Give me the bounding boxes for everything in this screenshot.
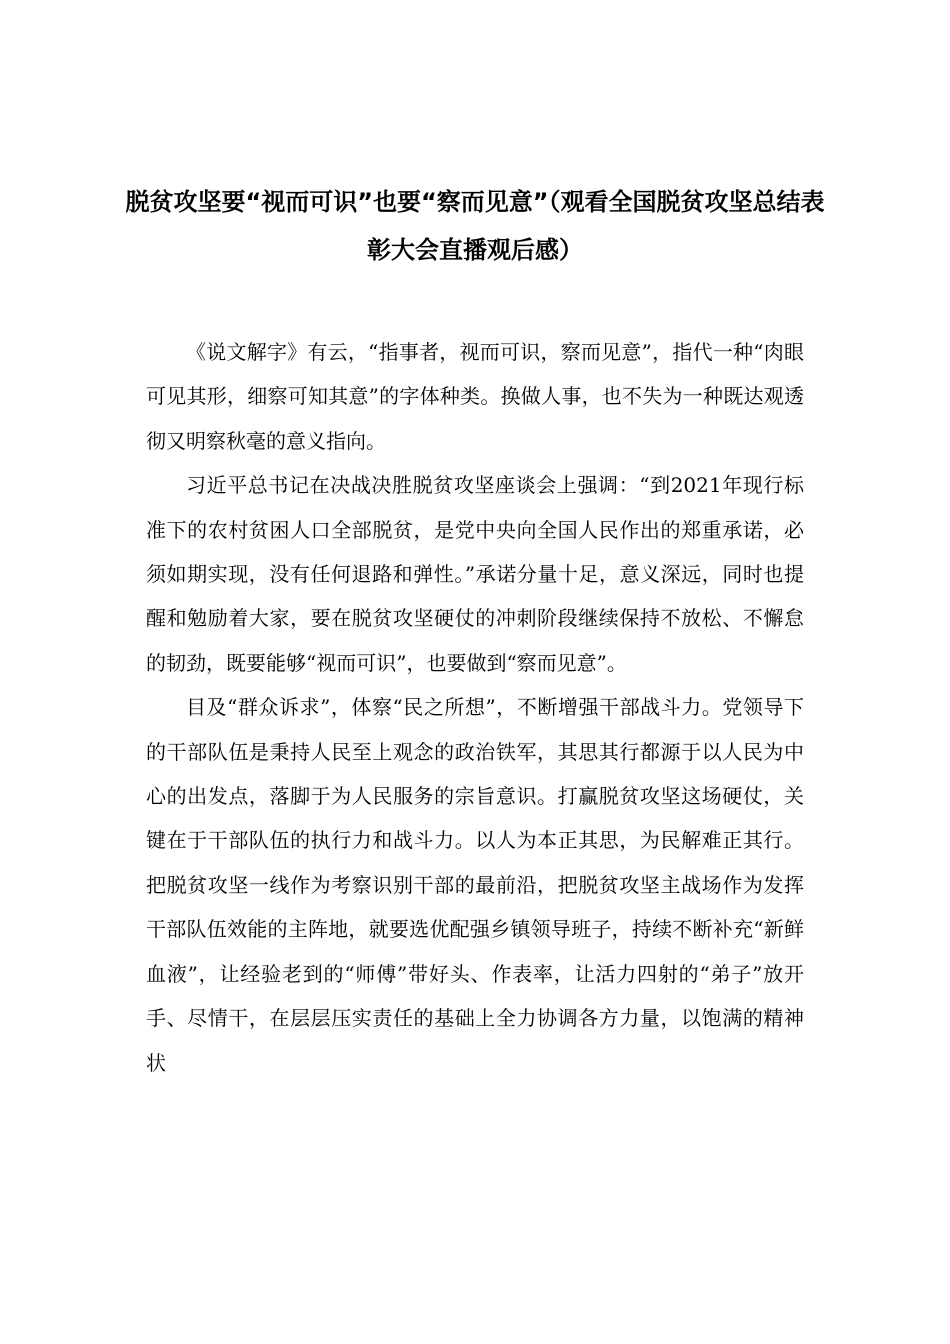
paragraph-1: 《说文解字》有云，“指事者，视而可识，察而见意”，指代一种“肉眼可见其形，细察可知其意”的字体种类。换做人事，也不失为一种既达观透彻又明察秋毫的意义指向。 [146, 340, 804, 453]
paragraph-3: 目及“群众诉求”，体察“民之所想”，不断增强干部战斗力。党领导下的干部队伍是秉持人民至上观念的政治铁军，其思其行都源于以人民为中心的出发点，落脚于为人民服务的宗旨意识。打赢脱贫攻坚这场硬仗，关键在于干部队伍的执行力和战斗力。以人为本正其思，为民解难正其行。把脱贫攻坚一线作为考察识别干部的最前沿，把脱贫攻坚主战场作为发挥干部队伍效能的主阵地，就要选优配强乡镇领导班子，持续不断补充“新鲜血液”，让经验老到的“师傅”带好头、作表率，让活力四射的“弟子”放开手、尽情干，在层层压实责任的基础上全力协调各方力量，以饱满的精神状 [146, 695, 804, 1075]
document-title: 脱贫攻坚要“视而可识”也要“察而见意”（观看全国脱贫攻坚总结表彰大会直播观后感） [125, 188, 825, 264]
document-body [146, 330, 804, 1085]
paragraph-2: 习近平总书记在决战决胜脱贫攻坚座谈会上强调：“到2021年现行标准下的农村贫困人口全部脱贫，是党中央向全国人民作出的郑重承诺，必须如期实现，没有任何退路和弹性。”承诺分量十足，意义深远，同时也提醒和勉励着大家，要在脱贫攻坚硬仗的冲刺阶段继续保持不放松、不懈怠的韧劲，既要能够“视而可识”，也要做到“察而见意”。 [146, 473, 804, 675]
